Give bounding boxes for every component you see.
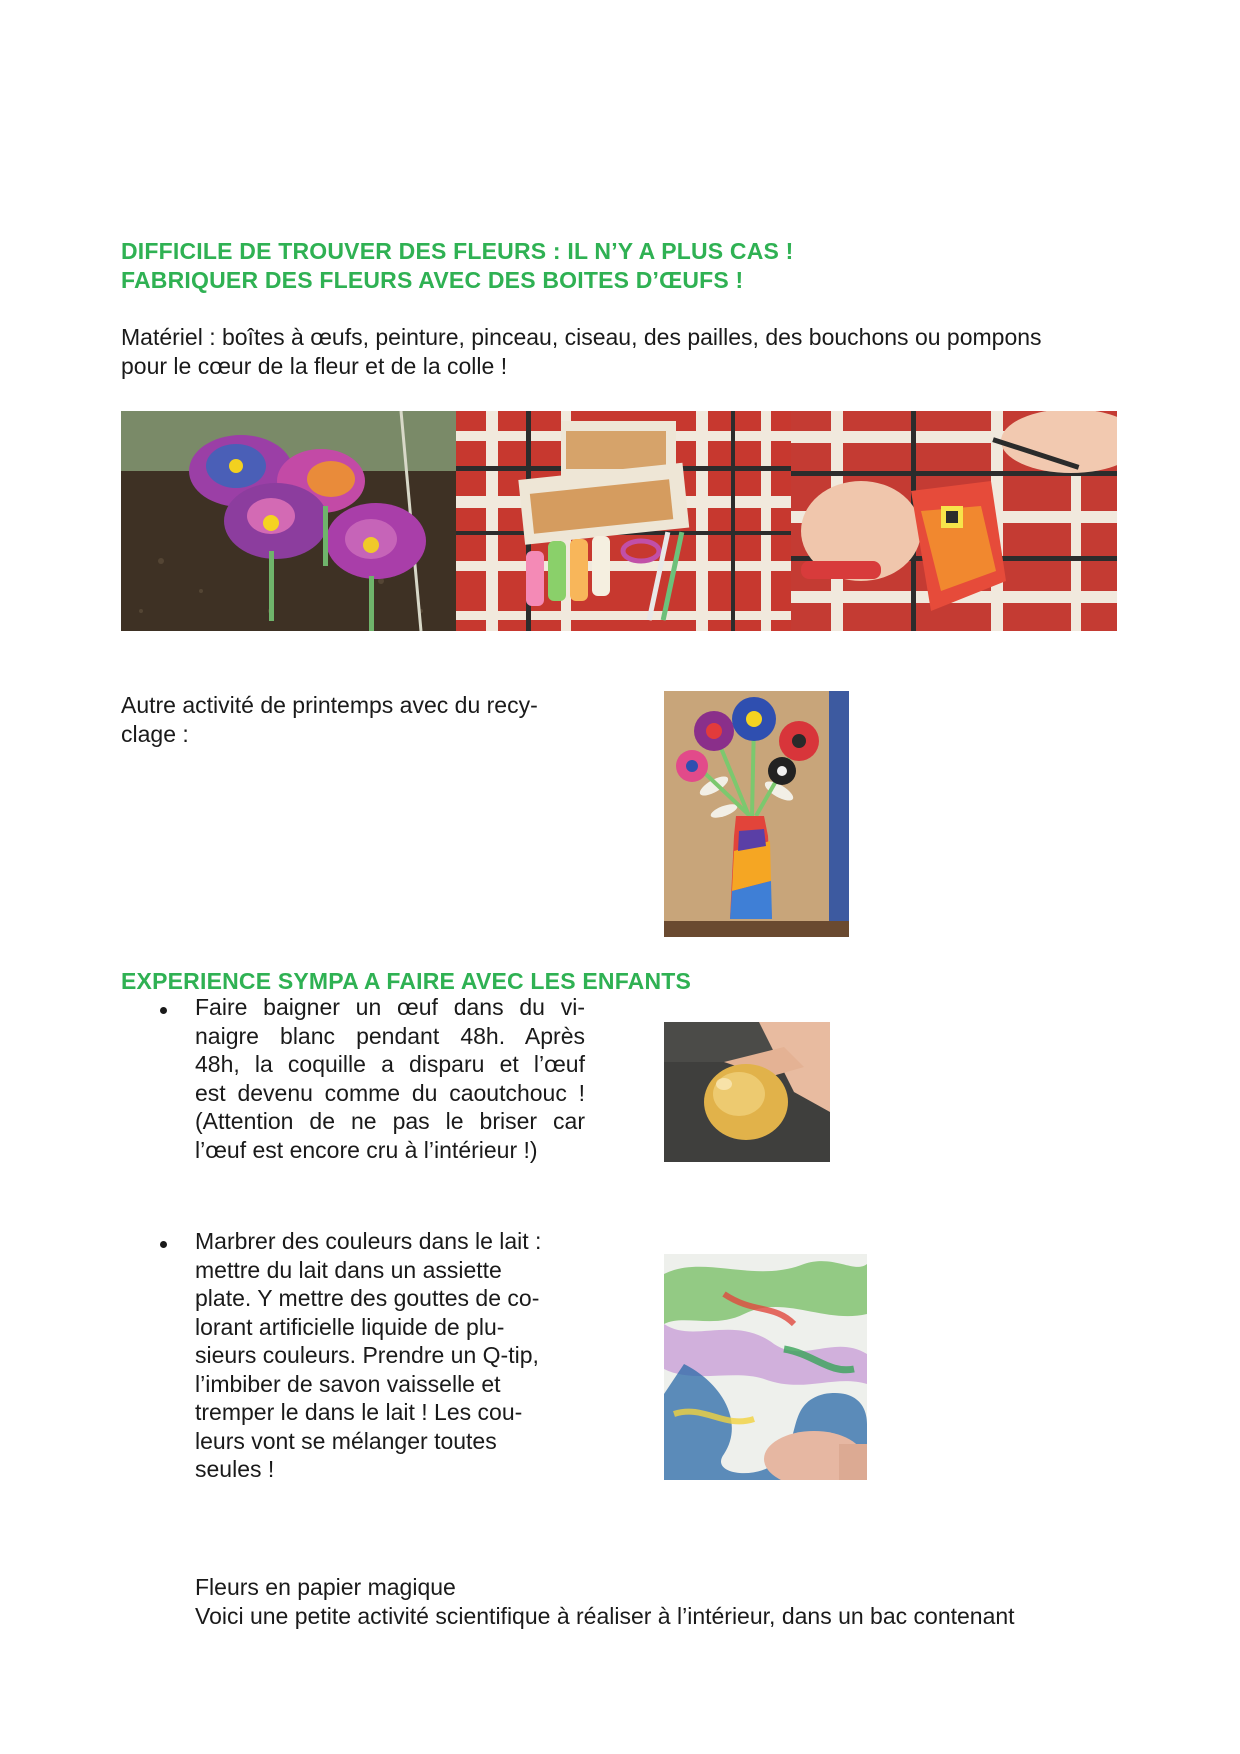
- page-heading: [121, 237, 794, 295]
- heading-line-1: DIFFICILE DE TROUVER DES FLEURS : IL N’Y A PLUS CAS !: [121, 238, 794, 264]
- bullet2-line: seules !: [195, 1456, 275, 1482]
- bullet1-line: naigre blanc pendant 48h. Après: [195, 1022, 585, 1049]
- craft-materials-photo: [456, 411, 791, 631]
- heading-line-2: FABRIQUER DES FLEURS AVEC DES BOITES D’ŒUFS !: [121, 267, 744, 293]
- bullet1-line: 48h, la coquille a disparu et l’œuf: [195, 1051, 585, 1077]
- bottle-cap-flowers-photo: [664, 691, 849, 937]
- experience-heading: EXPERIENCE SYMPA A FAIRE AVEC LES ENFANTS: [121, 968, 692, 994]
- magic-paper-text: Voici une petite activité scientifique à réaliser à l’intérieur, dans un bac contenant: [195, 1602, 1015, 1629]
- other-activity-paragraph: [121, 691, 538, 748]
- bullet2-line: leurs vont se mélanger toutes: [195, 1427, 497, 1454]
- materials-line-2: pour le cœur de la fleur et de la colle !: [121, 352, 508, 379]
- rubber-egg-photo: [664, 1022, 830, 1162]
- magic-paper-title: Fleurs en papier magique: [195, 1574, 456, 1600]
- other-activity-line-2: clage :: [121, 720, 189, 747]
- bullet2-line: mettre du lait dans un assiette: [195, 1256, 502, 1283]
- marbled-milk-photo: [664, 1254, 867, 1480]
- bullet-marker: [160, 1007, 167, 1014]
- bullet1-line: (Attention de ne pas le briser car: [195, 1108, 585, 1134]
- materials-paragraph: [121, 323, 1042, 380]
- experience-bullet-2: [195, 1227, 595, 1484]
- other-activity-line-1: Autre activité de printemps avec du recy-: [121, 692, 538, 718]
- bullet2-line: tremper le dans le lait ! Les cou-: [195, 1399, 523, 1425]
- magic-paper-section: [195, 1573, 1015, 1630]
- experience-bullet-1: [195, 993, 585, 1164]
- bullet1-line: l’œuf est encore cru à l’intérieur !): [195, 1136, 538, 1163]
- egg-carton-flowers-photo: [121, 411, 456, 631]
- bullet-marker: [160, 1241, 167, 1248]
- materials-line-1: Matériel : boîtes à œufs, peinture, pinceau, ciseau, des pailles, des bouchons ou pompons: [121, 324, 1042, 350]
- bullet2-line: Marbrer des couleurs dans le lait :: [195, 1228, 542, 1254]
- bullet1-line: est devenu comme du caoutchouc !: [195, 1079, 585, 1106]
- bullet2-line: l’imbiber de savon vaisselle et: [195, 1370, 501, 1397]
- painting-egg-carton-photo: [791, 411, 1117, 631]
- bullet1-line: Faire baigner un œuf dans du vi-: [195, 994, 585, 1020]
- bullet2-line: lorant artificielle liquide de plu-: [195, 1313, 505, 1340]
- bullet2-line: plate. Y mettre des gouttes de co-: [195, 1285, 540, 1311]
- bullet2-line: sieurs couleurs. Prendre un Q-tip,: [195, 1342, 539, 1368]
